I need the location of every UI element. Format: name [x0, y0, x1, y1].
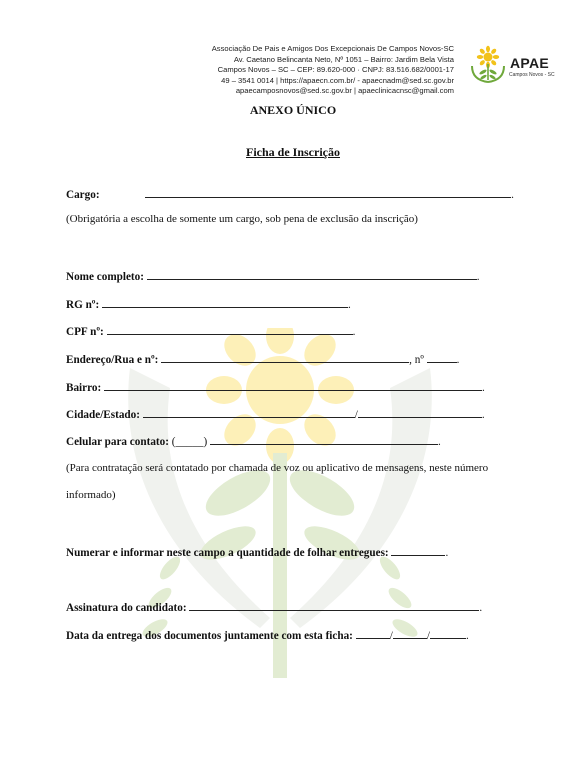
rg-field[interactable]: [102, 296, 348, 308]
rg-row: [66, 296, 351, 312]
header-line: Campos Novos – SC – CEP: 89.620-000 · CNPJ: 83.516.682/0001-17: [217, 65, 454, 75]
header-address-block: [154, 44, 454, 97]
estado-field[interactable]: [358, 406, 482, 418]
end-dot: .: [348, 299, 351, 311]
header-line: Associação De Pais e Amigos Dos Excepcionais De Campos Novos-SC: [211, 44, 454, 53]
bairro-field[interactable]: [104, 379, 482, 391]
annex-title: ANEXO ÚNICO: [249, 103, 337, 117]
assinatura-label: Assinatura do candidato:: [66, 602, 187, 614]
cargo-row: [66, 186, 514, 202]
data-month-field[interactable]: [393, 627, 427, 639]
nome-row: [66, 268, 480, 284]
brand-name: APAE: [510, 55, 550, 71]
contact-note-line-1: (Para contratação será contatado por chamada de voz ou aplicativo de mensagens, neste número: [66, 462, 489, 474]
cidade-separator: /: [354, 409, 358, 421]
end-dot: .: [476, 271, 480, 283]
end-dot: .: [352, 326, 356, 338]
header-line: Av. Caetano Belincanta Neto, Nº 1051 – Bairro: Jardim Bela Vista: [233, 54, 454, 64]
end-dot: .: [437, 436, 441, 448]
end-dot: .: [479, 602, 483, 614]
celular-ddd-field[interactable]: (_____): [171, 436, 208, 448]
end-dot: .: [482, 382, 485, 394]
nome-field[interactable]: [147, 268, 477, 280]
cidade-label: Cidade/Estado:: [66, 409, 140, 421]
end-dot: .: [456, 354, 460, 366]
data-year-field[interactable]: [430, 627, 466, 639]
bairro-row: [66, 379, 485, 395]
cidade-row: [66, 406, 485, 422]
brand-subtitle: Campos Novos - SC: [509, 72, 555, 78]
celular-field[interactable]: [210, 433, 438, 445]
end-dot: .: [481, 409, 485, 421]
numero-separator: , nº: [409, 354, 424, 366]
end-dot: .: [465, 630, 469, 642]
data-label: Data da entrega dos documentos juntamente com esta ficha:: [66, 630, 353, 642]
rg-label: RG nº:: [66, 299, 100, 311]
cargo-field[interactable]: [145, 186, 511, 198]
cidade-field[interactable]: [143, 406, 355, 418]
nome-label: Nome completo:: [66, 271, 144, 283]
contact-note-line-2: informado): [66, 489, 116, 501]
cpf-label: CPF nº:: [66, 326, 104, 338]
data-row: Data da entrega dos documentos juntamente com esta ficha: / / .: [66, 627, 469, 643]
apae-logo-icon: [468, 44, 508, 84]
assinatura-row: [66, 599, 482, 615]
header-line: apaecamposnovos@sed.sc.gov.br | apaeclinicacnsc@gmail.com: [235, 86, 454, 96]
folhas-row: [66, 544, 448, 560]
endereco-row: [66, 351, 459, 367]
endereco-label: Endereço/Rua e nº:: [66, 354, 159, 366]
numero-field[interactable]: [427, 351, 457, 363]
cpf-field[interactable]: [107, 323, 353, 335]
folhas-field[interactable]: [391, 544, 445, 556]
cargo-note: (Obrigatória a escolha de somente um cargo, sob pena de exclusão da inscrição): [66, 213, 418, 225]
data-day-field[interactable]: [356, 627, 390, 639]
assinatura-field[interactable]: [189, 599, 479, 611]
end-dot: .: [445, 547, 449, 559]
header-line: 49 – 3541 0014 | https://apaecn.com.br/ - apaecnadm@sed.sc.gov.br: [221, 75, 454, 85]
end-dot: .: [511, 189, 514, 201]
cargo-label: Cargo:: [66, 189, 100, 201]
celular-row: [66, 433, 441, 449]
form-title: Ficha de Inscrição: [246, 145, 340, 159]
folhas-label: Numerar e informar neste campo a quantidade de folhar entregues:: [66, 547, 389, 559]
endereco-field[interactable]: [161, 351, 409, 363]
bairro-label: Bairro:: [66, 382, 102, 394]
cpf-row: [66, 323, 355, 339]
celular-label: Celular para contato:: [66, 436, 169, 448]
